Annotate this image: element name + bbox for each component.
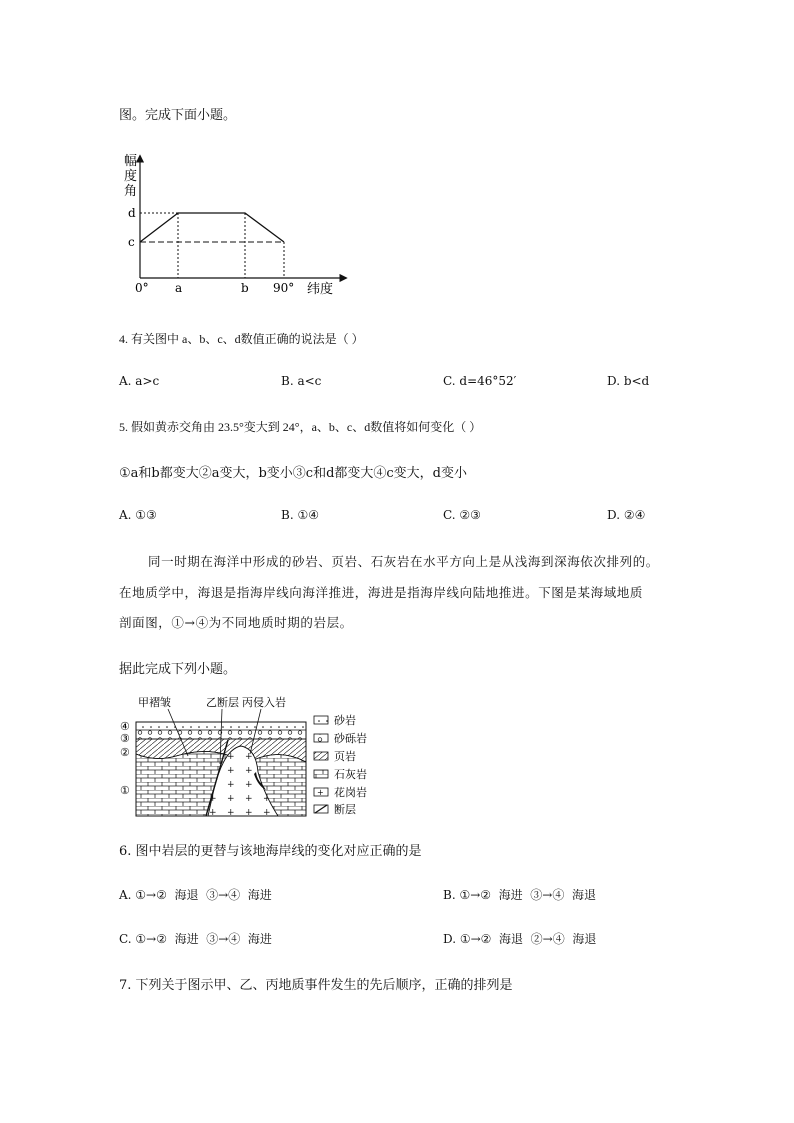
x-axis-label: 纬度 (307, 282, 334, 297)
legend-conglomerate: 砂砾岩 (334, 732, 367, 745)
intro-line: 图。完成下面小题。 (119, 108, 237, 123)
q5-option-b: B. ①④ (281, 508, 319, 522)
q5-option-c: C. ②③ (443, 508, 481, 522)
passage-line-1: 同一时期在海洋中形成的砂岩、页岩、石灰岩在水平方向上是从浅海到深海依次排列的。 (148, 554, 659, 569)
label-fold: 甲褶皱 (138, 696, 171, 709)
q6-option-c: C. ①→② 海进 ③→④ 海进 (119, 932, 272, 946)
label-fault: 乙断层 (206, 696, 239, 709)
y-label-3: 角 (124, 184, 138, 199)
q6-option-b: B. ①→② 海进 ③→④ 海退 (443, 888, 596, 902)
layer-num-4: ④ (120, 720, 130, 733)
tick-d: d (128, 206, 136, 220)
q7-stem: 7. 下列关于图示甲、乙、丙地质事件发生的先后顺序，正确的排列是 (119, 978, 513, 993)
q4-option-a: A. a>c (119, 374, 160, 388)
layer-num-3: ③ (120, 732, 130, 745)
tick-c: c (128, 235, 135, 249)
passage-line-3: 剖面图，①→④为不同地质时期的岩层。 (119, 615, 353, 630)
angle-curve (140, 213, 284, 242)
svg-text:+: + (317, 788, 324, 797)
q5-option-d: D. ②④ (607, 508, 646, 522)
latitude-angle-graph (110, 150, 360, 300)
geologic-section-figure (116, 694, 386, 820)
q5-choices: ①a和b都变大②a变大，b变小③c和d都变大④c变大，d变小 (119, 466, 468, 481)
q6-stem: 6. 图中岩层的更替与该地海岸线的变化对应正确的是 (119, 844, 422, 859)
layer-num-1: ① (120, 784, 130, 797)
y-label-1: 幅 (124, 154, 138, 169)
q4-option-d: D. b<d (607, 374, 650, 388)
passage-prompt: 据此完成下列小题。 (119, 662, 237, 677)
tick-a: a (175, 281, 183, 295)
legend-limestone: 石灰岩 (334, 768, 367, 781)
q4-option-c: C. d=46°52′ (443, 374, 517, 388)
label-intrusion: 丙侵入岩 (242, 696, 286, 709)
layer-num-2: ② (120, 746, 130, 759)
q4-option-b: B. a<c (281, 374, 322, 388)
legend (314, 713, 367, 816)
q4-stem: 4. 有关图中 a、b、c、d数值正确的说法是（ ） (119, 332, 364, 346)
tick-0: 0° (135, 281, 149, 295)
q6-option-d: D. ①→② 海退 ②→④ 海退 (443, 932, 597, 946)
q5-option-a: A. ①③ (119, 508, 157, 522)
q6-option-a: A. ①→② 海退 ③→④ 海进 (119, 888, 272, 902)
tick-b: b (241, 281, 249, 295)
tick-90: 90° (273, 281, 295, 295)
legend-fault: 断层 (334, 803, 356, 816)
passage-line-2: 在地质学中，海退是指海岸线向海洋推进，海进是指海岸线向陆地推进。下图是某海域地质 (119, 585, 644, 600)
q5-stem: 5. 假如黄赤交角由 23.5°变大到 24°，a、b、c、d数值将如何变化（ ） (119, 420, 482, 434)
legend-granite: 花岗岩 (334, 786, 367, 799)
legend-sandstone: 砂岩 (334, 714, 356, 727)
y-label-2: 度 (124, 169, 138, 184)
legend-shale: 页岩 (334, 750, 356, 763)
